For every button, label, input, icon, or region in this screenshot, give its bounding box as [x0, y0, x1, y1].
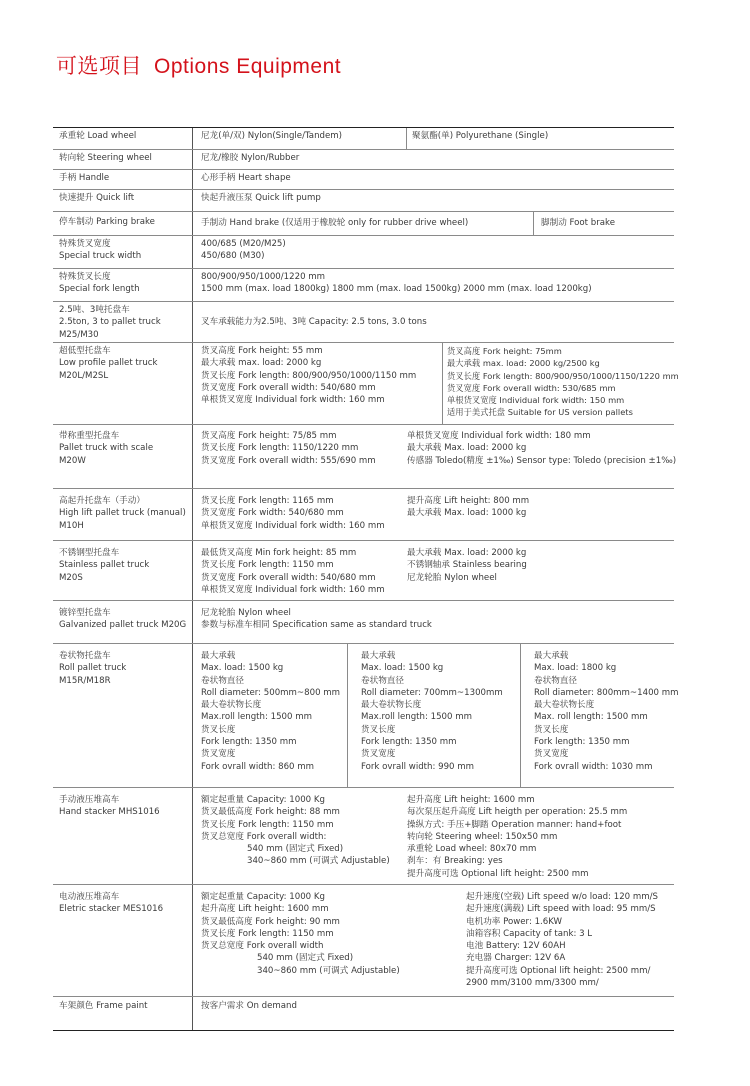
cell-divider [406, 128, 407, 149]
title-zh: 可选项目 [56, 54, 142, 78]
row-load-wheel [53, 128, 674, 149]
row-label: 快速提升 Quick lift [59, 193, 135, 203]
option-nylon: 尼龙(单/双) Nylon(Single/Tandem) [201, 131, 342, 141]
row-label: 转向轮 Steering wheel [59, 153, 152, 163]
row-hand-stacker [53, 787, 674, 884]
page-title [56, 50, 341, 80]
row-label: 卷状物托盘车 Roll pallet truck M15R/M18R [59, 651, 127, 686]
spec-column-b: 单根货叉宽度 Individual fork width: 180 mm 最大承载 Max. load: 2000 kg 传感器 Toledo(精度 ±1‰) Sensor type: Toledo (precision ±1‰) [407, 431, 677, 466]
row-frame-paint [53, 996, 674, 1030]
cell-divider [347, 644, 348, 787]
spec-column-b: 最大承载 Max. load: 1500 kg 卷状物直径 Roll diameter: 700mm~1300mm 最大卷状物长度 Max.roll length: 1500 mm 货叉长度 Fork length: 1350 mm 货叉宽度 Fork ovrall width: 990 mm [361, 651, 503, 772]
option-value: 尼龙/橡胶 Nylon/Rubber [201, 153, 300, 163]
row-stainless [53, 540, 674, 600]
row-label: 2.5吨、3吨托盘车 2.5ton, 3 to pallet truck M25/M30 [59, 305, 161, 340]
option-foot-brake: 脚制动 Foot brake [541, 218, 615, 228]
spec-column-c: 最大承载 Max. load: 1800 kg 卷状物直径 Roll diameter: 800mm~1400 mm 最大卷状物长度 Max. roll length: 1500 mm 货叉长度 Fork length: 1350 mm 货叉宽度 Fork ovrall width: 1030 mm [534, 651, 679, 772]
option-values: 400/685 (M20/M25) 450/680 (M30) [201, 239, 286, 262]
spec-column-a: 最大承载 Max. load: 1500 kg 卷状物直径 Roll diameter: 500mm~800 mm 最大卷状物长度 Max.roll length: 1500 mm 货叉长度 Fork length: 1350 mm 货叉宽度 Fork ovrall width: 860 mm [201, 651, 341, 772]
spec-column-a: 货叉长度 Fork length: 1165 mm 货叉宽度 Fork width: 540/680 mm 单根货叉宽度 Individual fork width: 160 mm [201, 496, 385, 531]
spec-column-b: 起升速度(空载) Lift speed w/o load: 120 mm/S 起升速度(满载) Lift speed with load: 95 mm/S 电机功率 Power: 1.6KW 油箱容积 Capacity of tank: 3 L 电池 Battery: 12V 60AH 充电器 Charger: 12V 6A 提升高度可选 Optional lift height: 2500 mm/ 2900 mm/3100 mm/3300 mm/ [466, 892, 658, 989]
row-galvanized [53, 600, 674, 643]
row-label: 高起升托盘车（手动） High lift pallet truck (manual) M10H [59, 496, 186, 531]
row-electric-stacker [53, 884, 674, 996]
spec-column-a: 最低货叉高度 Min fork height: 85 mm 货叉长度 Fork length: 1150 mm 货叉宽度 Fork overall width: 540/680 mm 单根货叉宽度 Individual fork width: 160 mm [201, 548, 385, 595]
row-label: 特殊货叉宽度 Special truck width [59, 239, 142, 262]
row-roll [53, 643, 679, 787]
cell-divider [442, 343, 443, 424]
spec-column-b: 起升高度 Lift height: 1600 mm 每次泵压起升高度 Lift heigth per operation: 25.5 mm 操纵方式: 手压+脚踏 Operation manner: hand+foot 转向轮 Steering wheel: 150x50 mm 承重轮 Load wheel: 80x70 mm 刹车：有 Breaking: yes 提升高度可选 Optional lift height: 2500 mm [407, 795, 628, 879]
spec-column-a: 货叉高度 Fork height: 75/85 mm 货叉长度 Fork length: 1150/1220 mm 货叉宽度 Fork overall width: 555/690 mm [201, 431, 376, 466]
options-table [53, 128, 679, 1030]
option-value: 快起升液压泵 Quick lift pump [201, 193, 321, 203]
row-low-profile [53, 342, 679, 424]
row-ton-truck [53, 301, 674, 342]
option-values: 800/900/950/1000/1220 mm 1500 mm (max. load 1800kg) 1800 mm (max. load 1500kg) 2000 mm (max. load 1200kg) [201, 272, 592, 295]
row-quick-lift [53, 189, 674, 211]
spec-column-75mm: 货叉高度 Fork height: 75mm 最大承载 max. load: 2000 kg/2500 kg 货叉长度 Fork length: 800/900/950/1000/1150/1220 mm 货叉宽度 Fork overall width: 530/685 mm 单根货叉宽度 Individual fork width: 150 mm 适用于美式托盘 Suitable for US version pallets [447, 346, 679, 418]
row-steering-wheel [53, 149, 674, 169]
row-special-length [53, 268, 674, 301]
spec-column-b: 最大承载 Max. load: 2000 kg 不锈钢轴承 Stainless bearing 尼龙轮胎 Nylon wheel [407, 548, 527, 583]
spec-column-a: 尼龙轮胎 Nylon wheel 参数与标准车相同 Specification same as standard truck [201, 608, 432, 631]
title-en: Options Equipment [154, 55, 342, 78]
row-label: 手动液压堆高车 Hand stacker MHS1016 [59, 795, 160, 818]
option-value: 心形手柄 Heart shape [201, 173, 291, 183]
option-value: 叉车承载能力为2.5吨、3吨 Capacity: 2.5 tons, 3.0 tons [201, 317, 427, 327]
row-scale [53, 424, 677, 488]
spec-column-a: 额定起重量 Capacity: 1000 Kg 起升高度 Lift height: 1600 mm 货叉最低高度 Fork height: 90 mm 货叉长度 Fork length: 1150 mm 货叉总宽度 Fork overall width 540 mm (固定式 Fixed) 340~860 mm (可调式 Adjustable) [201, 892, 400, 976]
option-hand-brake: 手制动 Hand brake (仅适用于橡胶轮 only for rubber drive wheel) [201, 218, 469, 228]
row-label: 特殊货叉长度 Special fork length [59, 272, 140, 295]
option-polyurethane: 聚氨酯(单) Polyurethane (Single) [412, 131, 549, 141]
spec-column-b: 提升高度 Lift height: 800 mm 最大承载 Max. load: 1000 kg [407, 496, 530, 519]
spec-column-55mm: 货叉高度 Fork height: 55 mm 最大承载 max. load: 2000 kg 货叉长度 Fork length: 800/900/950/1000/1150 mm 货叉宽度 Fork overall width: 540/680 mm 单根货叉宽度 Individual fork width: 160 mm [201, 346, 417, 406]
row-high-lift [53, 488, 674, 540]
row-label: 镀锌型托盘车 Galvanized pallet truck M20G [59, 608, 187, 631]
row-label: 停车制动 Parking brake [59, 217, 155, 227]
row-parking-brake [53, 211, 674, 235]
row-label: 带称重型托盘车 Pallet truck with scale M20W [59, 431, 154, 466]
cell-divider [520, 644, 521, 787]
row-label: 车架颜色 Frame paint [59, 1001, 148, 1011]
row-label: 手柄 Handle [59, 173, 110, 183]
spec-column-a: 额定起重量 Capacity: 1000 Kg 货叉最低高度 Fork height: 88 mm 货叉长度 Fork length: 1150 mm 货叉总宽度 Fork overall width: 540 mm (固定式 Fixed) 340~860 mm (可调式 Adjustable) [201, 795, 390, 867]
row-label: 不锈钢型托盘车 Stainless pallet truck M20S [59, 548, 150, 583]
row-label: 电动液压堆高车 Eletric stacker MES1016 [59, 892, 164, 915]
option-value: 按客户需求 On demand [201, 1001, 297, 1011]
row-label: 承重轮 Load wheel [59, 131, 137, 141]
cell-divider [533, 212, 534, 235]
row-handle [53, 169, 674, 189]
table-bottom-rule [53, 1030, 674, 1031]
row-label: 超低型托盘车 Low profile pallet truck M20L/M2SL [59, 346, 158, 381]
row-special-width [53, 235, 674, 268]
